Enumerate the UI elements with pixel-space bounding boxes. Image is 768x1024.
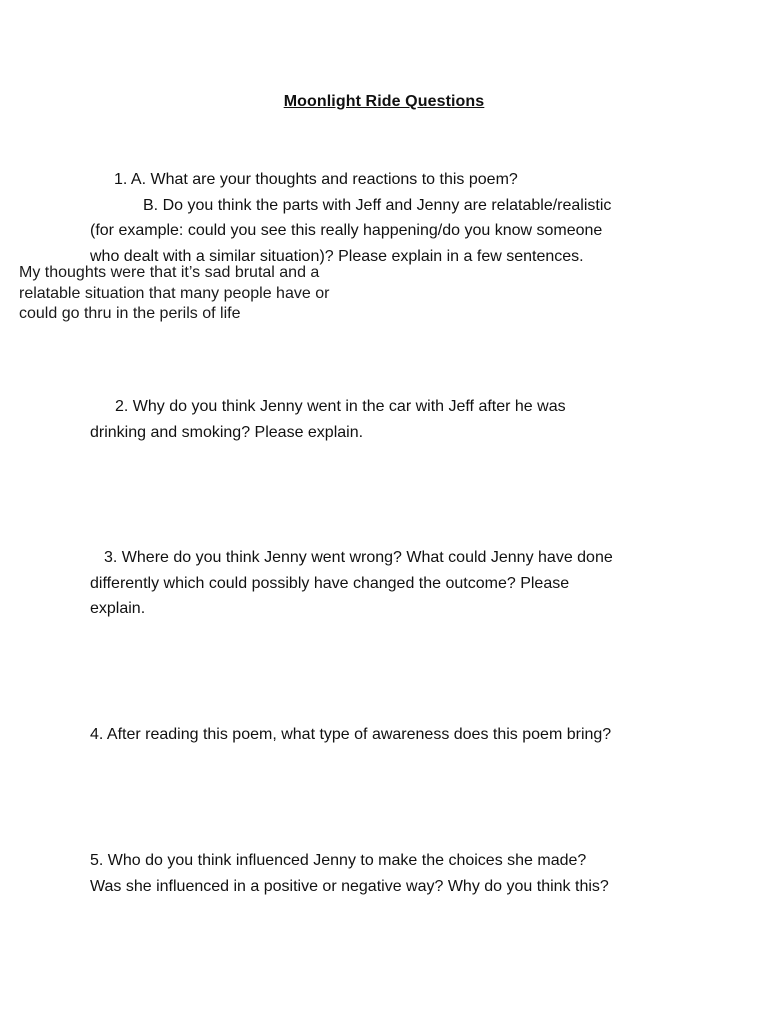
question-2 xyxy=(90,394,566,445)
question-5 xyxy=(90,848,609,899)
question-3 xyxy=(90,545,613,622)
question-3-line-2: differently which could possibly have changed the outcome? Please xyxy=(90,574,570,592)
question-1-line-1: 1. A. What are your thoughts and reactions to this poem? xyxy=(114,171,518,188)
question-1 xyxy=(90,167,611,269)
question-4-line-1: 4. After reading this poem, what type of awareness does this poem bring? xyxy=(90,726,612,743)
question-3-line-1: 3. Where do you think Jenny went wrong? What could Jenny have done xyxy=(104,549,613,566)
question-5-line-2: Was she influenced in a positive or negative way? Why do you think this? xyxy=(90,877,609,895)
answer-1-line-3: could go thru in the perils of life xyxy=(19,305,241,322)
answer-1[interactable] xyxy=(19,263,329,325)
answer-1-line-2: relatable situation that many people have or xyxy=(19,284,330,302)
document-title: Moonlight Ride Questions xyxy=(283,93,485,110)
question-1-line-2: B. Do you think the parts with Jeff and Jenny are relatable/realistic xyxy=(143,196,612,214)
question-1-line-3: (for example: could you see this really happening/do you know someone xyxy=(90,222,603,239)
question-4 xyxy=(90,722,611,748)
question-5-line-1: 5. Who do you think influenced Jenny to make the choices she made? xyxy=(90,852,587,869)
question-2-line-2: drinking and smoking? Please explain. xyxy=(90,423,364,441)
question-1-line-4: who dealt with a similar situation)? Please explain in a few sentences. xyxy=(90,247,584,265)
question-3-line-3: explain. xyxy=(90,600,146,617)
answer-1-line-1: My thoughts were that it’s sad brutal and a xyxy=(19,264,320,281)
question-2-line-1: 2. Why do you think Jenny went in the car with Jeff after he was xyxy=(115,398,566,415)
